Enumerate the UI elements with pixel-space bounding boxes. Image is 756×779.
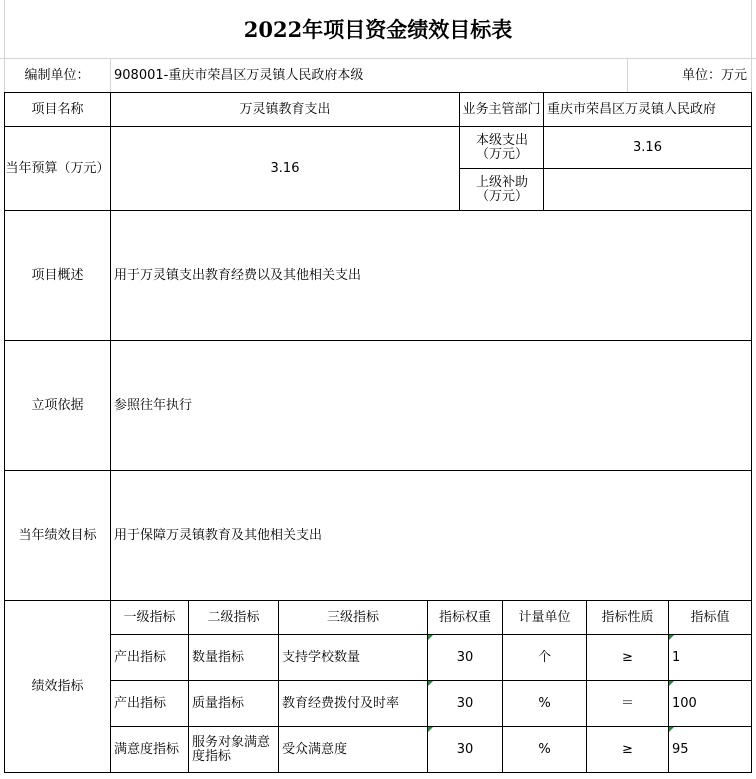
basis-value[interactable]: 参照往年执行 (114, 398, 193, 413)
table-cell[interactable]: 95 (672, 742, 689, 757)
table-cell[interactable]: 产出指标 (114, 696, 167, 711)
budget-label: 当年预算（万元） (5, 161, 110, 176)
unit-label: 单位：万元 (681, 68, 747, 83)
self-expense-label: 本级支出（万元） (475, 132, 528, 162)
table-cell[interactable]: 30 (456, 650, 474, 665)
table-cell[interactable]: 个 (537, 650, 551, 665)
upper-subsidy-label: 上级补助（万元） (475, 174, 528, 204)
dept-value[interactable]: 重庆市荣昌区万灵镇人民政府 (547, 102, 717, 117)
goal-value[interactable]: 用于保障万灵镇教育及其他相关支出 (114, 528, 323, 543)
dept-label: 业务主管部门 (462, 101, 541, 117)
indicator-header: 一级指标 (123, 610, 176, 625)
table-cell[interactable]: 产出指标 (114, 650, 167, 665)
org-value[interactable]: 908001-重庆市荣昌区万灵镇人民政府本级 (114, 68, 364, 83)
self-expense-value[interactable]: 3.16 (633, 140, 662, 155)
table-cell[interactable]: ≥ (622, 650, 633, 665)
table-cell[interactable]: 30 (456, 742, 474, 757)
indicator-header: 三级指标 (326, 610, 379, 625)
basis-label: 立项依据 (31, 398, 84, 413)
table-cell[interactable]: ＝ (620, 696, 634, 711)
indicators-label: 绩效指标 (31, 679, 84, 694)
upper-subsidy-value[interactable] (544, 169, 751, 210)
overview-value[interactable]: 用于万灵镇支出教育经费以及其他相关支出 (114, 268, 362, 283)
table-cell[interactable]: 满意度指标 (114, 742, 180, 757)
org-label: 编制单位： (24, 68, 90, 83)
page-title: 2022年项目资金绩效目标表 (243, 16, 513, 42)
table-border (4, 772, 752, 773)
indicator-header: 指标值 (690, 610, 730, 625)
table-cell[interactable]: 1 (672, 650, 681, 665)
goal-label: 当年绩效目标 (18, 528, 97, 543)
project-name-label: 项目名称 (31, 102, 84, 117)
indicator-header: 指标性质 (601, 610, 654, 625)
table-cell[interactable]: ≥ (622, 742, 633, 757)
table-cell[interactable]: % (538, 696, 551, 711)
table-cell[interactable]: 质量指标 (192, 696, 245, 711)
table-cell[interactable]: 30 (456, 696, 474, 711)
table-cell[interactable]: 受众满意度 (282, 742, 348, 757)
project-name-value[interactable]: 万灵镇教育支出 (239, 102, 331, 117)
table-border (751, 92, 752, 773)
indicator-header: 二级指标 (207, 610, 260, 625)
overview-label: 项目概述 (31, 268, 84, 283)
table-cell[interactable]: 数量指标 (192, 650, 245, 665)
table-cell[interactable]: 服务对象满意度指标 (192, 734, 271, 764)
budget-value[interactable]: 3.16 (270, 161, 300, 176)
table-cell[interactable]: 支持学校数量 (282, 650, 361, 665)
indicator-header: 指标权重 (438, 610, 491, 625)
indicator-header: 计量单位 (518, 610, 571, 625)
table-cell[interactable]: 教育经费拨付及时率 (282, 696, 400, 711)
table-cell[interactable]: % (538, 742, 551, 757)
table-cell[interactable]: 100 (672, 696, 697, 711)
